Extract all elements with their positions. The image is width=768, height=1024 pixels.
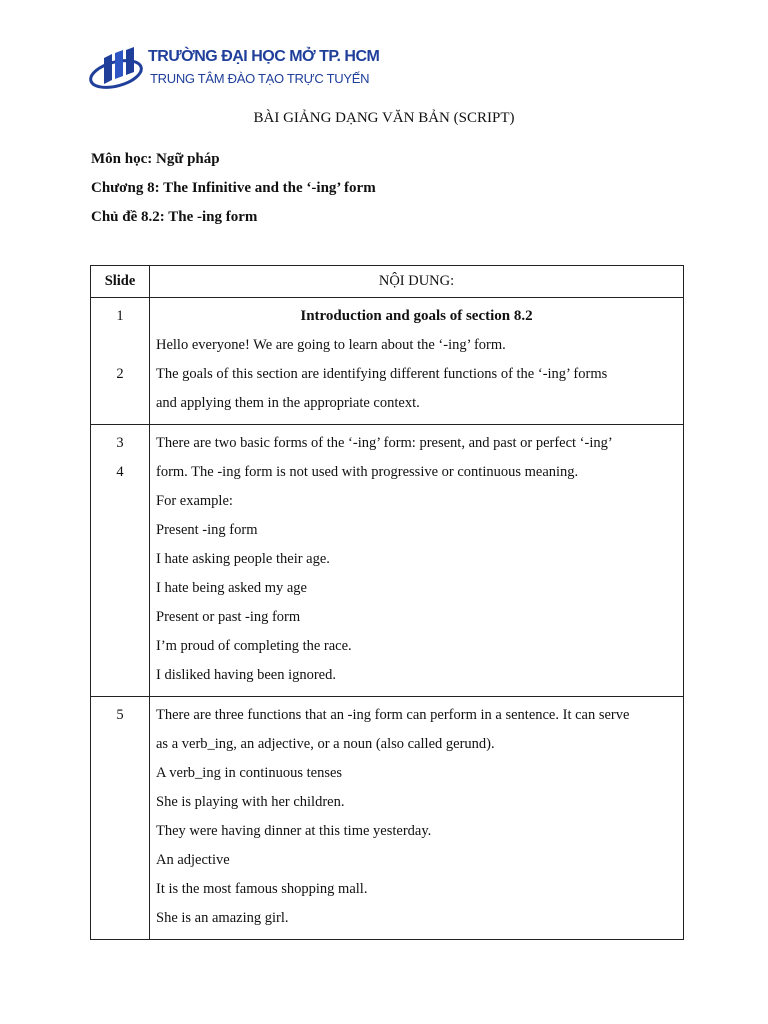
content-line: form. The -ing form is not used with progressive or continuous meaning. — [156, 464, 579, 480]
content-line: I’m proud of completing the race. — [156, 638, 352, 654]
logo-university-name: TRƯỜNG ĐẠI HỌC MỞ TP. HCM — [148, 48, 380, 65]
slide-number: 3 — [116, 435, 124, 451]
content-cell — [150, 298, 684, 425]
content-line: Present or past -ing form — [156, 609, 301, 625]
table-row — [91, 298, 684, 425]
content-line: She is playing with her children. — [156, 794, 345, 810]
content-line: I hate being asked my age — [156, 580, 307, 596]
script-table — [90, 265, 684, 940]
content-line: She is an amazing girl. — [156, 910, 289, 926]
slide-number: 5 — [116, 707, 124, 723]
content-cell — [150, 697, 684, 940]
subject-value: Ngữ pháp — [156, 151, 220, 167]
content-line: I disliked having been ignored. — [156, 667, 336, 683]
slide-numbers-cell — [91, 298, 150, 425]
topic-value: The -ing form — [168, 209, 258, 225]
topic-label: Chủ đề 8.2: — [91, 209, 165, 225]
chapter-label: Chương 8: — [91, 180, 160, 196]
content-line: There are three functions that an -ing form can perform in a sentence. It can serve — [156, 707, 630, 723]
chapter-value: The Infinitive and the ‘-ing’ form — [163, 180, 376, 196]
open-university-book-logo-icon — [88, 44, 148, 94]
slide-number — [92, 331, 148, 360]
content-line: An adjective — [156, 852, 230, 868]
content-cell — [150, 425, 684, 697]
content-line: They were having dinner at this time yesterday. — [156, 823, 432, 839]
content-line: Hello everyone! We are going to learn about the ‘-ing’ form. — [156, 337, 506, 353]
content-line: It is the most famous shopping mall. — [156, 881, 368, 897]
content-line: as a verb_ing, an adjective, or a noun (also called gerund). — [156, 736, 495, 752]
topic-line — [91, 209, 257, 226]
header-slide: Slide — [91, 266, 150, 298]
slide-number: 2 — [116, 366, 124, 382]
table-row — [91, 425, 684, 697]
content-line: A verb_ing in continuous tenses — [156, 765, 343, 781]
content-line: There are two basic forms of the ‘-ing’ form: present, and past or perfect ‘-ing’ — [156, 435, 613, 451]
subject-label: Môn học: — [91, 151, 153, 167]
content-line: Present -ing form — [156, 522, 258, 538]
content-line: I hate asking people their age. — [156, 551, 330, 567]
subject-line — [91, 151, 220, 168]
content-line: For example: — [156, 493, 233, 509]
document-title: BÀI GIẢNG DẠNG VĂN BẢN (SCRIPT) — [253, 110, 515, 126]
header-content: NỘI DUNG: — [150, 266, 684, 298]
logo-center-name: TRUNG TÂM ĐÀO TẠO TRỰC TUYẾN — [150, 71, 370, 86]
table-header-row — [91, 266, 684, 298]
slide-number: 1 — [116, 308, 124, 324]
slide-numbers-cell — [91, 425, 150, 697]
slide-number: 4 — [116, 464, 124, 480]
university-logo — [88, 42, 380, 100]
content-line: The goals of this section are identifying different functions of the ‘-ing’ forms — [156, 366, 608, 382]
chapter-line — [91, 180, 376, 197]
table-row — [91, 697, 684, 940]
section-title: Introduction and goals of section 8.2 — [300, 308, 533, 324]
content-line: and applying them in the appropriate context. — [156, 395, 420, 411]
slide-numbers-cell — [91, 697, 150, 940]
